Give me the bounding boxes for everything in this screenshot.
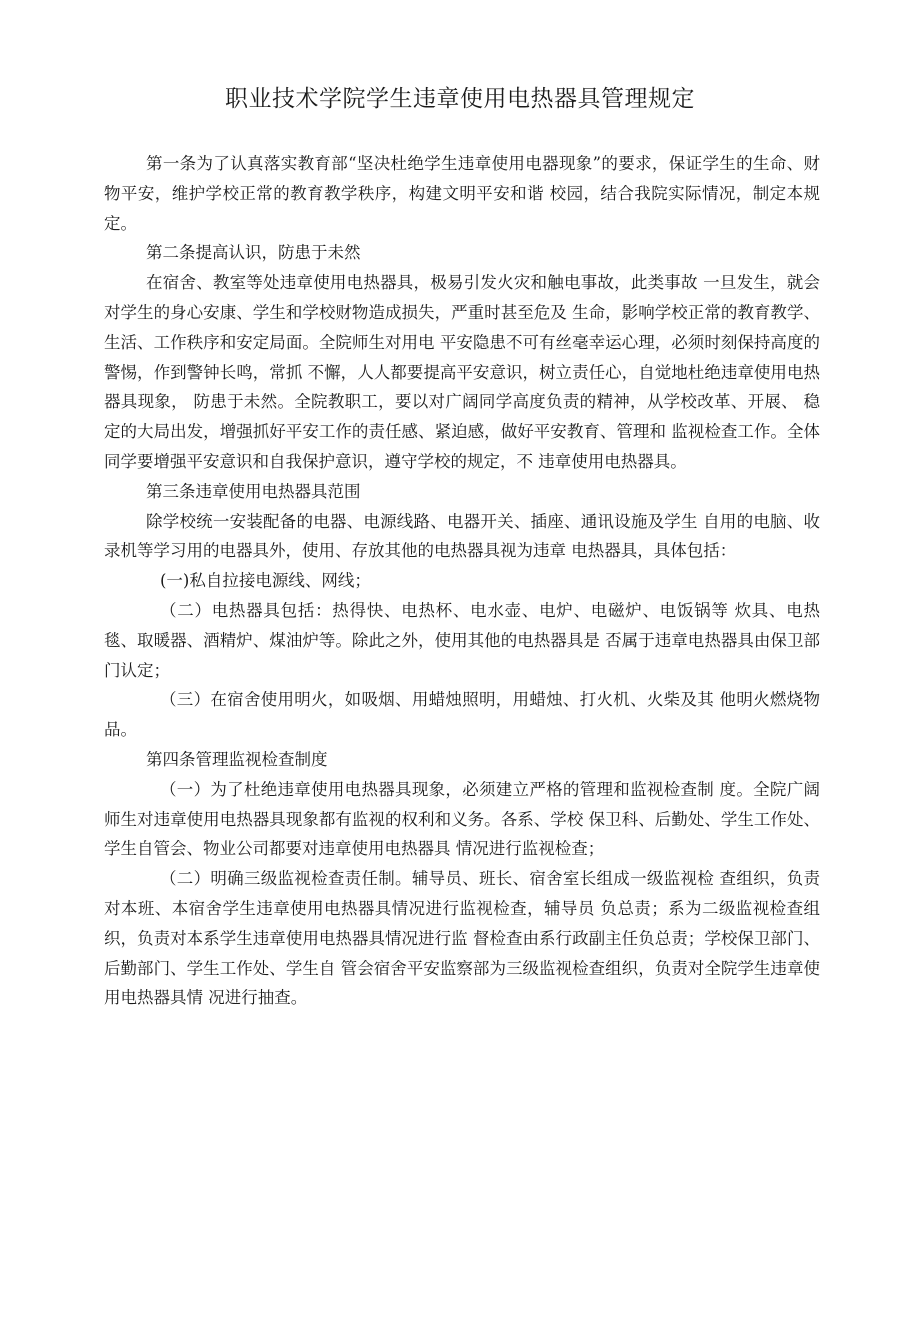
article-2-heading: 第二条提高认识，防患于未然	[146, 243, 361, 263]
article-4-heading: 第四条管理监视检查制度	[146, 749, 328, 769]
article-1-paragraph: 第一条为了认真落实教育部“坚决杜绝学生违章使用电器现象”的要求，保证学生的生命、财物平安，维护学校正常的教育教学秩序，构建文明平安和谐 校园，结合我院实际情况，制定本规定。	[104, 154, 820, 233]
article-3-paragraph: 除学校统一安装配备的电器、电源线路、电器开关、插座、通讯设施及学生 自用的电脑、收录机等学习用的电器具外，使用、存放其他的电热器具视为违章 电热器具，具体包括：	[104, 511, 820, 561]
article-4-item-2: （二）明确三级监视检查责任制。辅导员、班长、宿舍室长组成一级监视检 查组织，负责对本班、本宿舍学生违章使用电热器具情况进行监视检查，辅导员 负总责；系为二级监视检查组织，负责对本系学生违章使用电热器具情况进行监 督检查由系行政副主任负总责；学校保卫部门、后勤部门、学生工作处、学生自 管会宿舍平安监察部为三级监视检查组织，负责对全院学生违章使用电热器具情 况进行抽查。	[104, 869, 820, 1008]
article-3-item-1: (一)私自拉接电源线、网线；	[160, 571, 371, 591]
article-3-item-3: （三）在宿舍使用明火，如吸烟、用蜡烛照明，用蜡烛、打火机、火柴及其 他明火燃烧物品。	[104, 690, 820, 740]
article-3-item-2: （二）电热器具包括：热得快、电热杯、电水壶、电炉、电磁炉、电饭锅等 炊具、电热毯、取暖器、酒精炉、煤油炉等。除此之外，使用其他的电热器具是 否属于违章电热器具由保卫部门认定；	[104, 600, 820, 680]
article-3-heading: 第三条违章使用电热器具范围	[146, 481, 361, 501]
document-body	[104, 149, 820, 1013]
article-4-item-1: （一）为了杜绝违章使用电热器具现象，必须建立严格的管理和监视检查制 度。全院广阔师生对违章使用电热器具现象都有监视的权利和义务。各系、学校 保卫科、后勤处、学生工作处、学生自管会、物业公司都要对违章使用电热器具 情况进行监视检查；	[104, 779, 820, 859]
document-title: 职业技术学院学生违章使用电热器具管理规定	[225, 86, 695, 112]
article-2-paragraph: 在宿舍、教室等处违章使用电热器具，极易引发火灾和触电事故，此类事故 一旦发生，就会对学生的身心安康、学生和学校财物造成损失，严重时甚至危及 生命，影响学校正常的教育教学、生活、工作秩序和安定局面。全院师生对用电 平安隐患不可有丝毫幸运心理，必须时刻保持高度的警惕，作到警钟长鸣，常抓 不懈，人人都要提高平安意识，树立责任心，自觉地杜绝违章使用电热器具现象， 防患于未然。全院教职工，要以对广阔同学高度负责的精神，从学校改革、开展、 稳定的大局出发，增强抓好平安工作的责任感、紧迫感，做好平安教育、管理和 监视检查工作。全体同学要增强平安意识和自我保护意识，遵守学校的规定，不 违章使用电热器具。	[104, 273, 820, 471]
